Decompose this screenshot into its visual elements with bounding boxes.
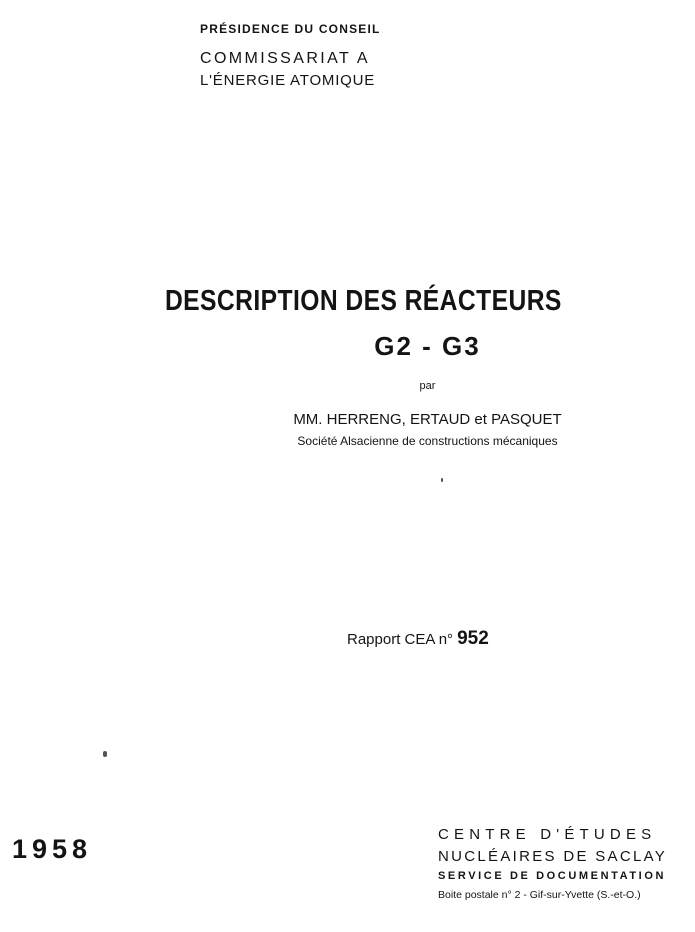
scan-speck — [103, 751, 107, 757]
presidence-heading: PRÉSIDENCE DU CONSEIL — [200, 22, 381, 36]
commissariat-heading: COMMISSARIAT A — [200, 50, 370, 67]
company-line: Société Alsacienne de constructions mécaniques — [297, 434, 558, 448]
document-title: DESCRIPTION DES RÉACTEURS — [164, 285, 562, 317]
report-label: Rapport CEA n° — [347, 631, 454, 648]
publication-year: 1958 — [12, 834, 93, 864]
document-subtitle: G2 - G3 — [374, 331, 481, 361]
authors-line: MM. HERRENG, ERTAUD et PASQUET — [293, 411, 562, 428]
centre-etudes-line: CENTRE D'ÉTUDES — [438, 826, 657, 843]
service-documentation-line: SERVICE DE DOCUMENTATION — [438, 870, 667, 882]
scan-speck — [441, 478, 443, 482]
par-label: par — [419, 380, 436, 392]
report-number: 952 — [457, 628, 489, 649]
postal-address-line: Boite postale n° 2 - Gif-sur-Yvette (S.-et-O.) — [438, 889, 641, 901]
energie-atomique-heading: L'ÉNERGIE ATOMIQUE — [200, 72, 376, 89]
nucleaires-saclay-line: NUCLÉAIRES DE SACLAY — [438, 848, 668, 865]
report-reference — [347, 628, 489, 650]
